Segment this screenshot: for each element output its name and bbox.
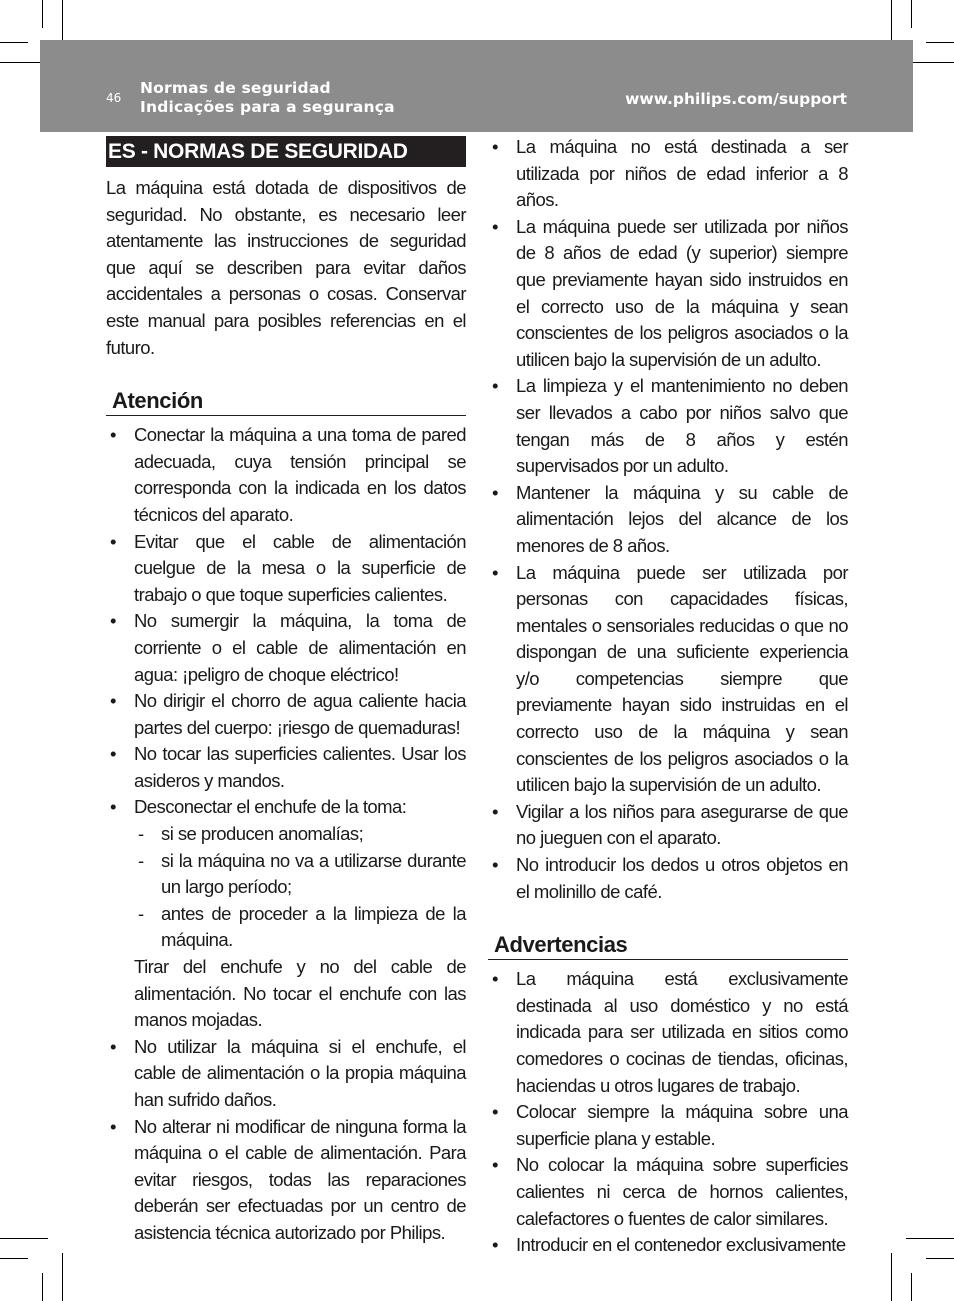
crop-mark <box>0 1238 48 1239</box>
list-item: • No introducir los dedos u otros objetos en el molinillo de café. <box>488 852 848 905</box>
intro-paragraph: La máquina está dotada de dispositivos de seguridad. No obstante, es necesario leer atentamente las instrucciones de seguridad que aquí se describen para evitar daños accidentales a personas o cosas. Conservar este manual para posibles referencias en el futuro. <box>106 177 466 358</box>
list-item: • Introducir en el contenedor exclusivamente <box>488 1232 848 1259</box>
crop-mark <box>891 1253 892 1301</box>
crop-mark <box>911 0 912 28</box>
left-column <box>106 136 466 1247</box>
sub-list-item: - antes de proceder a la limpieza de la máquina. <box>134 901 466 954</box>
unplug-sublist <box>134 821 466 954</box>
list-item: • La limpieza y el mantenimiento no deben ser llevados a cabo por niños salvo que tengan más de 8 años y estén supervisados por un adulto. <box>488 373 848 479</box>
list-item: • Colocar siempre la máquina sobre una superficie plana y estable. <box>488 1099 848 1152</box>
list-item: • No alterar ni modificar de ninguna forma la máquina o el cable de alimentación. Para evitar riesgos, todas las reparaciones deberán ser efectuadas por un centro de asistencia técnica autorizado por Philips. <box>106 1114 466 1247</box>
crop-mark <box>906 62 954 63</box>
page-header <box>40 40 913 132</box>
crop-mark <box>42 0 43 28</box>
header-title-pt: Indicações para a segurança <box>140 98 395 116</box>
list-item: • La máquina puede ser utilizada por niños de 8 años de edad (y superior) siempre que previamente hayan sido instruidos en el correcto uso de la máquina y sean conscientes de los peligros asociados o la utilicen bajo la supervisión de un adulto. <box>488 214 848 374</box>
atencion-heading: Atención <box>106 387 466 416</box>
unplug-note: Tirar del enchufe y no del cable de alimentación. No tocar el enchufe con las manos mojadas. <box>134 956 466 1031</box>
section-title: ES - NORMAS DE SEGURIDAD <box>106 136 466 167</box>
crop-mark <box>0 1258 28 1259</box>
advertencias-heading: Advertencias <box>488 931 848 960</box>
crop-mark <box>42 1273 43 1301</box>
list-item: • No sumergir la máquina, la toma de corriente o el cable de alimentación en agua: ¡peligro de choque eléctrico! <box>106 608 466 688</box>
sub-list-item: - si se producen anomalías; <box>134 821 466 848</box>
crop-mark <box>926 42 954 43</box>
list-item: • Mantener la máquina y su cable de alimentación lejos del alcance de los menores de 8 años. <box>488 480 848 560</box>
unplug-text: • Desconectar el enchufe de la toma: <box>134 796 407 818</box>
right-column <box>488 134 848 1259</box>
list-item: • No colocar la máquina sobre superficies calientes ni cerca de hornos calientes, calefactores o fuentes de calor similares. <box>488 1152 848 1232</box>
list-item: • La máquina puede ser utilizada por personas con capacidades físicas, mentales o sensoriales reducidas o que no dispongan de una suficiente experiencia y/o competencias siempre que previamente hayan sido instruidas en el correcto uso de la máquina y sean conscientes de los peligros asociados o la utilicen bajo la supervisión de un adulto. <box>488 560 848 799</box>
advertencias-list <box>488 966 848 1259</box>
list-item-unplug <box>106 794 466 1033</box>
crop-mark <box>62 1253 63 1301</box>
list-item: • No utilizar la máquina si el enchufe, el cable de alimentación o la propia máquina han sufrido daños. <box>106 1034 466 1114</box>
list-item: • Vigilar a los niños para asegurarse de que no jueguen con el aparato. <box>488 799 848 852</box>
list-item: • Conectar la máquina a una toma de pared adecuada, cuya tensión principal se corresponda con la indicada en los datos técnicos del aparato. <box>106 422 466 528</box>
list-item: • No dirigir el chorro de agua caliente hacia partes del cuerpo: ¡riesgo de quemaduras! <box>106 688 466 741</box>
header-title-es: Normas de seguridad <box>140 79 331 97</box>
page-number: 46 <box>106 91 122 105</box>
crop-mark <box>0 42 28 43</box>
atencion-list-continued <box>488 134 848 905</box>
list-item: • No tocar las superficies calientes. Usar los asideros y mandos. <box>106 741 466 794</box>
crop-mark <box>906 1238 954 1239</box>
list-item: • La máquina no está destinada a ser utilizada por niños de edad inferior a 8 años. <box>488 134 848 214</box>
list-item: • La máquina está exclusivamente destinada al uso doméstico y no está indicada para ser utilizada en sitios como comedores o cocinas de tiendas, oficinas, haciendas u otros lugares de trabajo. <box>488 966 848 1099</box>
support-url: www.philips.com/support <box>625 90 847 108</box>
atencion-list <box>106 422 466 1246</box>
sub-list-item: - si la máquina no va a utilizarse durante un largo período; <box>134 848 466 901</box>
crop-mark <box>926 1258 954 1259</box>
crop-mark <box>911 1273 912 1301</box>
list-item: • Evitar que el cable de alimentación cuelgue de la mesa o la superficie de trabajo o que toque superficies calientes. <box>106 529 466 609</box>
header-title <box>140 79 395 117</box>
